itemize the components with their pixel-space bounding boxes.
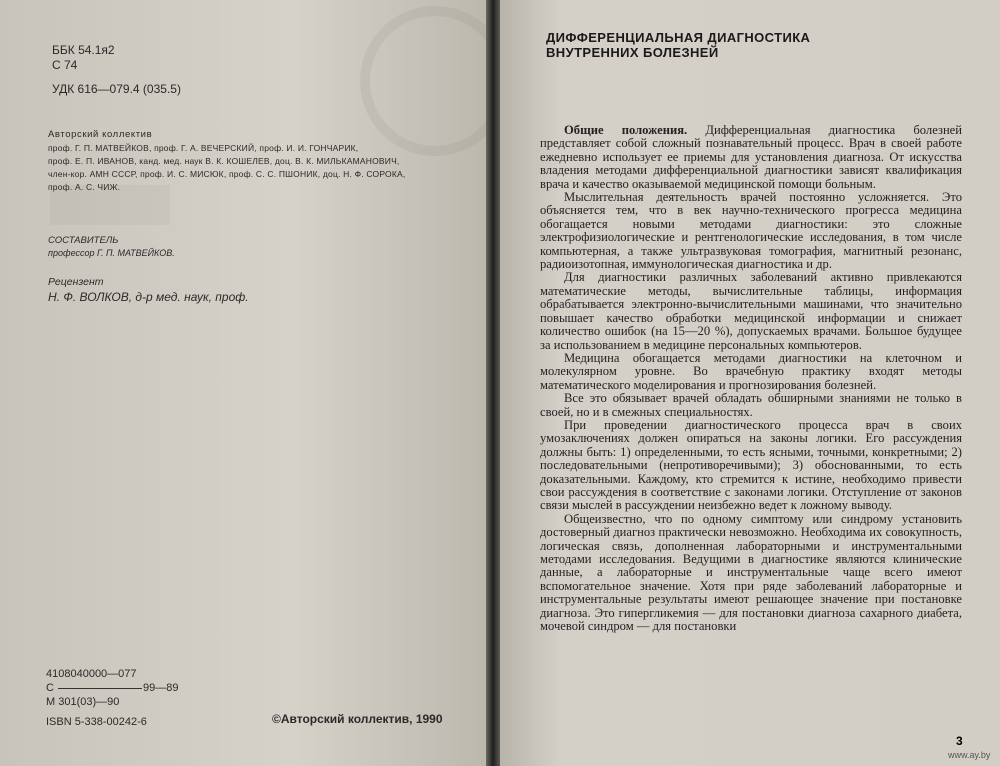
chapter-title-line-2: ВНУТРЕННИХ БОЛЕЗНЕЙ [546, 45, 719, 60]
authors-line-1: проф. Г. П. МАТВЕЙКОВ, проф. Г. А. ВЕЧЕРСКИЙ, проф. И. И. ГОНЧАРИК, [48, 143, 359, 153]
paragraph-1-text: Дифференциальная диагностика болезней представляет собой сложный познавательный процесс. Врач в своей работе ежедневно использует ее приемы для установления диагноза. От искусства владения методами дифференциальной диагностики зависят квалификация врача и качество оказываемой медицинской помощи больным. [540, 123, 963, 191]
page-number: 3 [956, 734, 963, 748]
left-page [0, 0, 486, 766]
udk-code: УДК 616—079.4 (035.5) [52, 82, 181, 96]
isbn: ISBN 5-338-00242-6 [46, 716, 147, 728]
index-divider [58, 688, 142, 689]
authors-line-3: член-кор. АМН СССР, проф. И. С. МИСЮК, проф. С. С. ПШОНИК, доц. Н. Ф. СОРОКА, [48, 169, 406, 179]
index-line-1: 4108040000—077 [46, 668, 137, 680]
section-lead: Общие положения. [564, 123, 688, 137]
compiler-label: СОСТАВИТЕЛЬ [48, 235, 119, 246]
reviewer-name: Н. Ф. ВОЛКОВ, д-р мед. наук, проф. [48, 290, 249, 304]
paragraph-5: Все это обязывает врачей обладать обширными знаниями не только в своей, но и в смежных специальностях. [540, 391, 962, 419]
bbk-code: ББК 54.1я2 [52, 43, 115, 57]
authors-line-4: проф. А. С. ЧИЖ. [48, 182, 121, 192]
chapter-title-line-1: ДИФФЕРЕНЦИАЛЬНАЯ ДИАГНОСТИКА [546, 30, 811, 45]
paragraph-3: Для диагностики различных заболеваний активно привлекаются математические методы, вычислительные таблицы, информация обрабатывается электронно-вычислительными машинами, что значительно повышает качество обработки медицинской информации и снижает количество ошибок (на 15—20 %), допускаемых врачами. Большое будущее за использованием в медицине персональных компьютеров. [540, 270, 962, 352]
authors-line-2: проф. Е. П. ИВАНОВ, канд. мед. наук В. К. КОШЕЛЕВ, доц. В. К. МИЛЬКАМАНОВИЧ, [48, 156, 400, 166]
paragraph-4: Медицина обогащается методами диагностики на клеточном и молекулярном уровне. Во врачебную практику входят методы математического моделирования и прогнозирования болезней. [540, 350, 962, 392]
index-c: С [46, 682, 54, 694]
book-gutter [486, 0, 500, 766]
index-line-3: М 301(03)—90 [46, 696, 120, 708]
paragraph-7: Общеизвестно, что по одному симптому или синдрому установить достоверный диагноз практически невозможно. Необходима их совокупность, логическая связь, дополненная лабораторными и инструментальными методами исследования. Ведущими в диагностике являются клинические данные, а лабораторные и инструментальные чаще всего имеют вспомогательное значение. Хотя при ряде заболеваний лабораторные и инструментальные результаты имеют решающее значение при постановке диагноза. Это гипергликемия — для постановки диагноза сахарного диабета, мочевой синдром — для постановки [540, 511, 962, 634]
index-year: 99—89 [143, 682, 179, 694]
paragraph-1 [540, 124, 962, 191]
authors-header: Авторский коллектив [48, 129, 153, 140]
body-text [540, 124, 962, 633]
copyright: ©Авторский коллектив, 1990 [272, 712, 443, 726]
chapter-title [546, 30, 810, 60]
reviewer-label: Рецензент [48, 276, 104, 288]
watermark: www.ay.by [948, 750, 991, 760]
paragraph-2: Мыслительная деятельность врачей постоянно усложняется. Это объясняется тем, что в век научно-технического прогресса медицина обогащается новыми методами диагностики: это сложные электрофизиологические и рентгенологические исследования, в том числе компьютерная, а также ультразвуковая томография, магнитный резонанс, радиоизотопная, иммунологическая диагностика и др. [540, 190, 962, 272]
paragraph-6: При проведении диагностического процесса врач в своих умозаключениях должен опираться на законы логики. Его рассуждения должны быть: 1) определенными, то есть ясными, точными, конкретными; 2) последовательными (непротиворечивыми); 3) обоснованными, то есть доказательными. Каждому, кто стремится к истине, необходимо привести свои рассуждения в соответствие с законами логики. Отступление от законов связи мыслей в рассуждении неизбежно ведет к ложному выводу. [540, 417, 962, 513]
catalog-code: С 74 [52, 58, 78, 72]
compiler-name: профессор Г. П. МАТВЕЙКОВ. [48, 248, 175, 258]
